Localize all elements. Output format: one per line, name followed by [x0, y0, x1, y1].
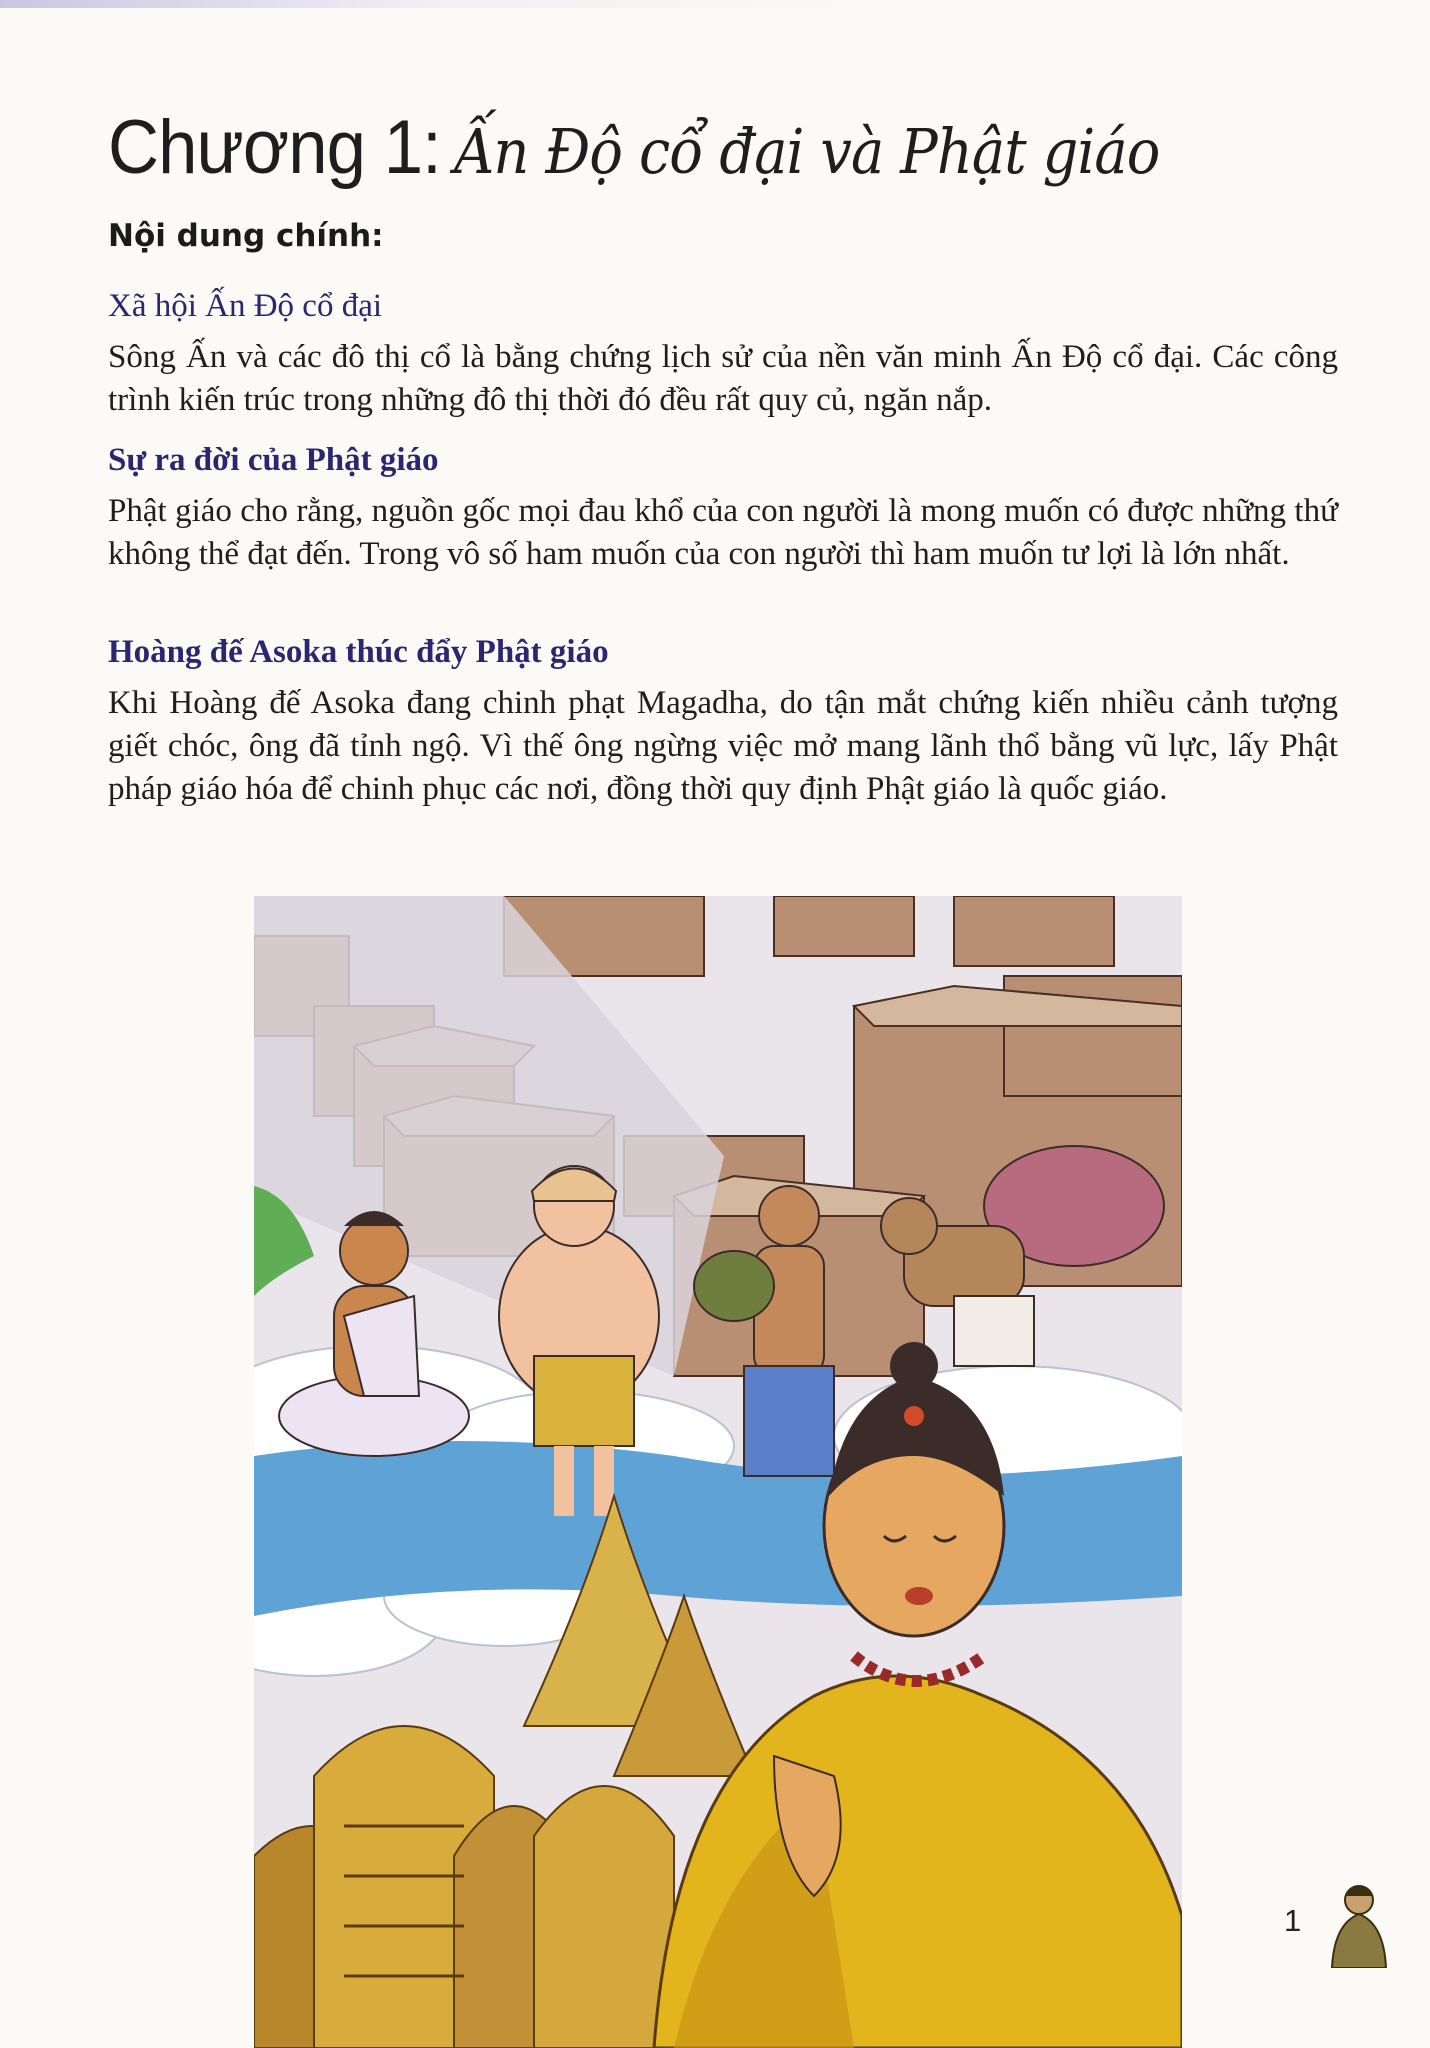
corner-monk-icon — [1326, 1872, 1392, 1968]
section-heading: Hoàng đế Asoka thúc đẩy Phật giáo — [108, 634, 609, 670]
contents-label: Nội dung chính: — [108, 218, 384, 254]
section-body: Khi Hoàng đế Asoka đang chinh phạt Magadha, do tận mắt chứng kiến nhiều cảnh tượng giết chóc, ông đã tỉnh ngộ. Vì thế ông ngừng việc mở mang lãnh thổ bằng vũ lực, lấy Phật pháp giáo hóa để chinh phục các nơi, đồng thời quy định Phật giáo là quốc giáo. — [108, 685, 1338, 807]
top-edge-band — [0, 0, 1430, 8]
section-body: Sông Ấn và các đô thị cổ là bằng chứng lịch sử của nền văn minh Ấn Độ cổ đại. Các công trình kiến trúc trong những đô thị thời đó đều rất quy củ, ngăn nắp. — [108, 339, 1338, 418]
illustration-buddha-ancient-city — [254, 896, 1182, 2048]
section-body: Phật giáo cho rằng, nguồn gốc mọi đau khổ của con người là mong muốn có được những thứ không thể đạt đến. Trong vô số ham muốn của con người thì ham muốn tư lợi là lớn nhất. — [108, 493, 1338, 572]
section-heading: Xã hội Ấn Độ cổ đại — [108, 288, 383, 324]
section-ancient-society — [108, 286, 1338, 422]
section-heading: Sự ra đời của Phật giáo — [108, 442, 439, 478]
chapter-title — [108, 104, 1328, 200]
page-number: 1 — [1284, 1903, 1302, 1938]
chapter-label: Chương 1: — [108, 105, 441, 190]
section-asoka — [108, 632, 1338, 811]
chapter-name: Ấn Độ cổ đại và Phật giáo — [453, 115, 1160, 188]
section-birth-of-buddhism — [108, 440, 1338, 576]
